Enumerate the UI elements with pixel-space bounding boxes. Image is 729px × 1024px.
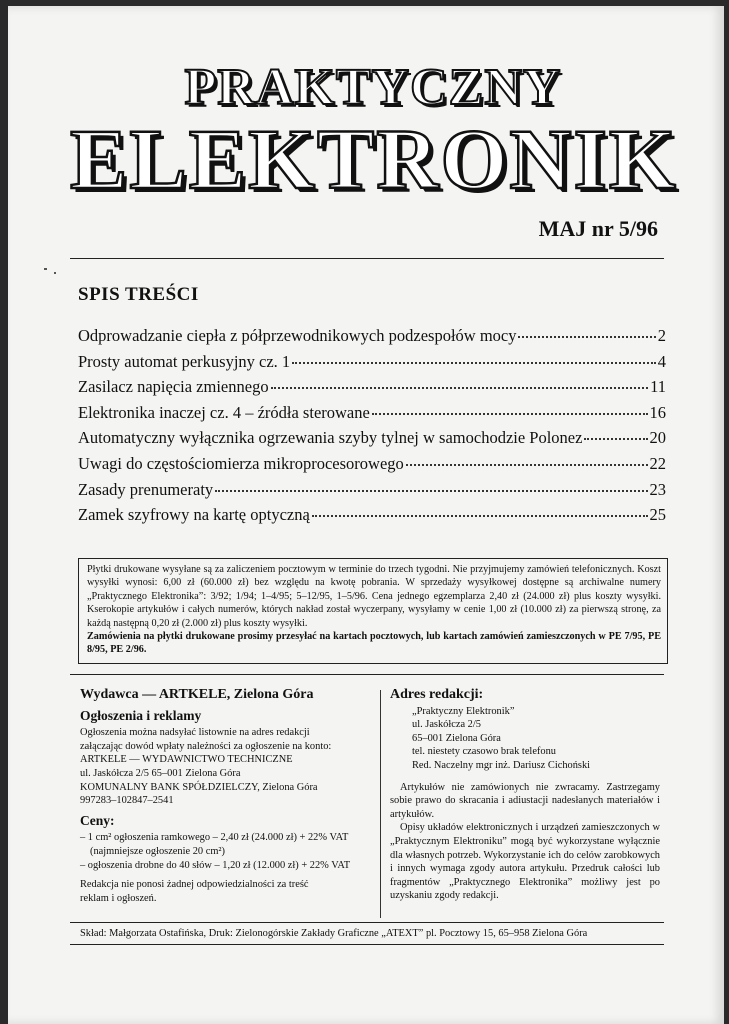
toc-dot-leader [271,383,649,389]
toc-item [78,326,666,352]
ads-line: załączając dowód wpłaty należności za ogłoszenie na konto: [80,740,332,752]
notice-text: Płytki drukowane wysyłane są za zaliczeniem pocztowym w terminie do trzech tygodni. Nie przyjmujemy zamówień telefonicznych. Koszt wysyłki wynosi: 6,00 zł (60.000 zł) bez względu na kwotę pobrania. W sprzedaży wysyłkowej dostępne są archiwalne numery „Praktycznego Elektronika”: 3/92; 1/94; 1–4/95; 5–12/95, 1–5/96. Cena jednego egzemplarza 2,40 zł (24.000 zł) plus koszty wysyłki. Kserokopie artykułów i całych numerów, których nakład został wyczerpany, wysyłamy w cenie 1,00 zł (10.000 zł) za pierwszą stronę, za każdą następną 0,20 zł (2.000 zł) plus koszty wysyłki. [87,564,661,629]
price-line: – 1 cm² ogłoszenia ramkowego – 2,40 zł (24.000 zł) + 22% VAT [80,832,349,844]
divider-top [70,258,664,259]
address-line: Red. Naczelny mgr inż. Dariusz Cichoński [412,759,591,771]
speck [44,268,47,270]
toc-item-title: Odprowadzanie ciepła z półprzewodnikowych podzespołów mocy [78,326,517,345]
column-divider [380,690,381,918]
prices-heading: Ceny: [80,812,115,828]
toc-item-page: 20 [649,428,666,448]
masthead-line-1: PRAKTYCZNY [184,59,562,116]
toc-item-page: 23 [649,479,666,499]
toc-dot-leader [292,358,656,364]
address-line: ul. Jaskółcza 2/5 [412,719,481,731]
toc-item-page: 2 [657,326,666,345]
address-line: 65–001 Zielona Góra [412,732,501,744]
toc-item-page: 22 [649,453,666,473]
toc-dot-leader [584,434,647,440]
address-line: tel. niestety czasowo brak telefonu [412,746,556,758]
editorial-heading: Adres redakcji: [390,687,484,702]
price-line: – ogłoszenia drobne do 40 słów – 1,20 zł (12.000 zł) + 22% VAT [80,859,351,871]
editorial-para-2: Opisy układów elektronicznych i urządzeń zamieszczonych w „Praktycznym Elektroniku” mogą być wykorzystane wyłącznie dla własnych potrzeb. Wykorzystanie ich do celów zarobkowych i innych wymaga zgody autora artykułu. Przedruk całości lub fragmentów „Praktycznego Elektronika” możliwy jest po uzyskaniu zgody redakcji. [390,822,660,902]
masthead-line-2: ELEKTRONIK [70,111,678,207]
table-of-contents [78,326,666,531]
toc-item [78,352,666,378]
divider-footer [70,944,664,945]
toc-item [78,428,666,454]
toc-item-title: Zamek szyfrowy na kartę optyczną [78,505,310,525]
toc-item-title: Automatyczny wyłącznika ogrzewania szyby tylnej w samochodzie Polonez [78,428,583,448]
toc-item-title: Elektronika inaczej cz. 4 – źródła sterowane [78,402,370,422]
toc-item-page: 25 [649,505,666,525]
speck [54,272,56,274]
toc-dot-leader [312,511,648,517]
divider-middle [70,674,664,675]
toc-item [78,480,666,506]
address-line: „Praktyczny Elektronik” [412,705,515,717]
toc-dot-leader [215,486,647,492]
toc-item-title: Prosty automat perkusyjny cz. 1 [78,351,291,371]
ads-line: ul. Jaskółcza 2/5 65–001 Zielona Góra [80,767,241,779]
ads-line: KOMUNALNY BANK SPÓŁDZIELCZY, Zielona Góra [80,781,318,793]
shipping-notice [78,558,668,664]
price-line: (najmniejsze ogłoszenie 20 cm²) [90,845,225,857]
toc-item [78,454,666,480]
toc-item [78,505,666,531]
ads-heading: Ogłoszenia i reklamy [80,707,202,723]
toc-item-title: Zasady prenumeraty [78,479,214,499]
editorial-address [390,705,660,773]
publisher-heading: Wydawca — ARTKELE, Zielona Góra [80,687,314,702]
toc-item-page: 4 [657,351,666,371]
divider-bottom [70,922,664,923]
ads-text [80,726,376,808]
toc-item-page: 16 [649,402,666,422]
toc-item [78,403,666,429]
toc-dot-leader [406,460,648,466]
toc-item-title: Uwagi do częstościomierza mikroprocesorowego [78,453,404,473]
publisher-column [80,688,376,905]
ads-line: 997283–102847–2541 [80,795,174,807]
toc-item-title: Zasilacz napięcia zmiennego [78,377,269,397]
toc-item-page: 11 [650,377,666,397]
disclaimer-line: reklam i ogłoszeń. [80,892,157,904]
notice-bold-text: Zamówienia na płytki drukowane prosimy przesyłać na kartach pocztowych, lub kartach zamówień zamieszczonych w PE 7/95, PE 8/95, PE 2/96. [87,631,661,656]
toc-item [78,377,666,403]
toc-dot-leader [372,409,648,415]
prices-text [80,831,376,872]
editorial-para-1: Artykułów nie zamówionych nie zwracamy. Zastrzegamy sobie prawo do skracania i adiustacji nadesłanych materiałów i artykułów. [390,781,660,820]
editorial-column [390,688,660,903]
toc-title: SPIS TREŚCI [78,284,199,305]
footer-credits: Skład: Małgorzata Ostafińska, Druk: Zielonogórskie Zakłady Graficzne „ATEXT” pl. Pocztowy 15, 65–958 Zielona Góra [80,928,588,939]
issue-number: MAJ nr 5/96 [538,216,658,241]
disclaimer-text [80,878,376,905]
ads-line: ARTKELE — WYDAWNICTWO TECHNICZNE [80,754,293,766]
ads-line: Ogłoszenia można nadsyłać listownie na adres redakcji [80,727,310,739]
disclaimer-line: Redakcja nie ponosi żadnej odpowiedzialności za treść [80,879,309,891]
magazine-page [8,6,724,1024]
toc-dot-leader [518,332,655,338]
